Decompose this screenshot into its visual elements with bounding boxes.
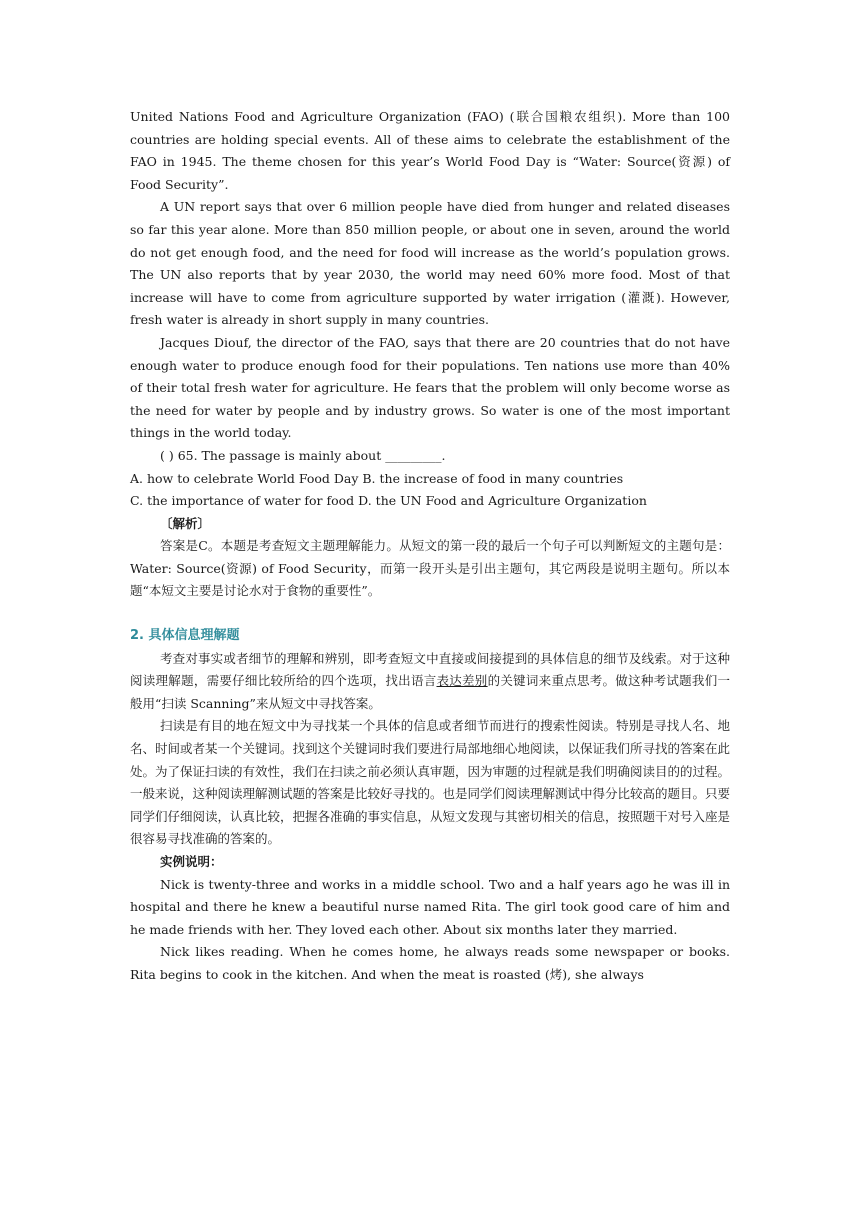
passage-paragraph-2: A UN report says that over 6 million people have died from hunger and related diseases so far this year alone. More than 850 million people, or about one in seven, around the world do not get enough food, and the need for food will increase as the world’s population grows. The UN also reports that by year 2030, the world may need 60% more food. Most of that increase will have to come from agriculture supported by water irrigation (灌溉). However, fresh water is already in short supply in many countries. xyxy=(130,199,730,328)
question-options-cd: C. the importance of water for food D. the UN Food and Agriculture Organization xyxy=(130,493,647,509)
passage-paragraph-1: United Nations Food and Agriculture Organization (FAO) (联合国粮农组织). More than 100 countries are holding special events. All of these aims to celebrate the establishment of the FAO in 1945. The theme chosen for this year’s World Food Day is “Water: Source(资源) of Food Security”. xyxy=(130,109,730,192)
analysis-text: 答案是C。本题是考查短文主题理解能力。从短文的第一段的最后一个句子可以判断短文的主题句是：Water: Source(资源) of Food Security，而第一段开头是引出主题句，其它两段是说明主题句。所以本题“本短文主要是讨论水对于食物的重要性”。 xyxy=(130,538,730,599)
question-stem: ( ) 65. The passage is mainly about _________. xyxy=(160,447,446,463)
section-paragraph-1 xyxy=(130,648,730,716)
underlined-term: 表达差别 xyxy=(436,673,488,689)
section-paragraph-1-start: 考查对事实或者细节的理解和辨别，即考查短文中直接或间接提到的具体信息的细节及线索。对于这种阅读理解题，需要仔细比较所给的四个选项，找出语言 xyxy=(130,650,730,689)
section-paragraph-2: 扫读是有目的地在短文中为寻找某一个具体的信息或者细节而进行的搜索性阅读。特别是寻找人名、地名、时间或者某一个关键词。找到这个关键词时我们要进行局部地细心地阅读，以保证我们所寻找的答案在此处。为了保证扫读的有效性，我们在扫读之前必须认真审题，因为审题的过程就是我们明确阅读目的的过程。一般来说，这种阅读理解测试题的答案是比较好寻找的。也是同学们阅读理解测试中得分比较高的题目。只要同学们仔细阅读，认真比较，把握各准确的事实信息，从短文发现与其密切相关的信息，按照题干对号入座是很容易寻找准确的答案的。 xyxy=(130,718,731,847)
example-paragraph-2: Nick likes reading. When he comes home, he always reads some newspaper or books. Rita begins to cook in the kitchen. And when the meat is roasted (烤), she always xyxy=(130,944,730,982)
passage-paragraph-3: Jacques Diouf, the director of the FAO, says that there are 20 countries that do not have enough water to produce enough food for their populations. Ten nations use more than 40% of their total fresh water for agriculture. He fears that the problem will only become worse as the need for water by people and by industry grows. So water is one of the most important things in the world today. xyxy=(130,334,730,441)
question-options-ab: A. how to celebrate World Food Day B. the increase of food in many countries xyxy=(130,470,624,486)
section-paragraph-1-end: 的关键词来重点思考。做这种考试题我们一般用“扫读 Scanning”来从短文中寻找答案。 xyxy=(130,673,730,711)
example-paragraph-1: Nick is twenty-three and works in a middle school. Two and a half years ago he was ill in hospital and there he knew a beautiful nurse named Rita. The girl took good care of him and he made friends with her. They loved each other. About six months later they married. xyxy=(130,876,730,937)
document-body xyxy=(130,106,730,987)
section-heading: 2. 具体信息理解题 xyxy=(130,628,240,644)
analysis-label: 〔解析〕 xyxy=(160,515,211,531)
example-label: 实例说明： xyxy=(160,854,223,869)
